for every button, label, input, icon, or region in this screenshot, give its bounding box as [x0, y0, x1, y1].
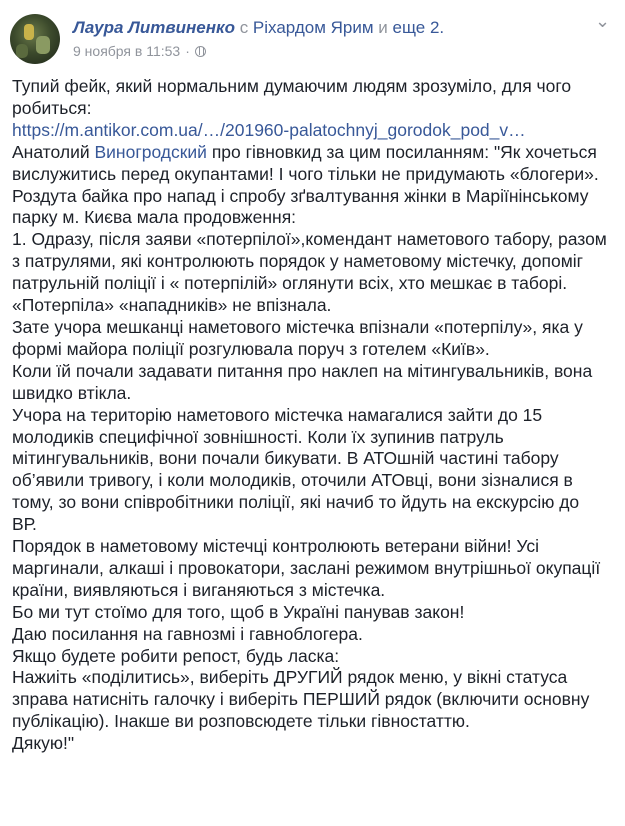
- text-line: зправа натисніть галочку і виберіть ПЕРШИЙ рядок (включити основну: [12, 689, 590, 710]
- text-line: «Потерпіла» «нападників» не впізнала.: [12, 295, 332, 316]
- post-meta: [73, 43, 595, 59]
- text-line: формі майора поліції розгулювала поруч з готелем «Київ».: [12, 338, 490, 359]
- text-line: Роздута байка про напад і спробу зґвалтування жінки в Маріїнінському: [12, 185, 589, 206]
- text-line: 1. Одразу, після заяви «потерпілої»,комендант наметового табору, разом: [12, 229, 607, 250]
- avatar-figure: [24, 24, 34, 40]
- others-link[interactable]: еще 2.: [392, 18, 445, 37]
- with-text: с: [234, 18, 253, 37]
- post-authors: [73, 18, 595, 38]
- text-line: Нажиіть «поділитись», виберіть ДРУГИЙ рядок меню, у вікні статуса: [12, 667, 568, 688]
- text-line: публікацію). Інакше ви розповсюдете тільки гівностаттю.: [12, 711, 470, 732]
- text-line: Коли їй почали задавати питання про наклеп на мітингувальників, вона: [12, 360, 593, 381]
- text-line: країни, виявляються і виганяються з містечка.: [12, 579, 386, 600]
- avatar[interactable]: [10, 14, 60, 64]
- text-line: Дякую!": [12, 733, 75, 754]
- text-line: тому, зо вони співробітники поліції, які начиб то йдуть на екскурсію до: [12, 492, 580, 513]
- text-line: ВР.: [12, 514, 37, 535]
- text-line: [12, 142, 613, 164]
- text-line: парку м. Києва мала продовження:: [12, 207, 297, 228]
- text-line: маргинали, алкаші і провокатори, заслані режимом внутрішньої окупації: [12, 557, 601, 578]
- text-line: патрульній поліції і « потерпілій» оглянути всіх, хто мешкає в таборі.: [12, 273, 568, 294]
- text-span: про гівновкид за цим посиланням: "Як хочеться: [206, 141, 597, 162]
- text-line: Даю посилання на гавнозмі і гавноблогера.: [12, 623, 363, 644]
- text-line: з патрулями, які контролюють порядок у наметовому містечку, допоміг: [12, 251, 584, 272]
- post-header: [73, 18, 595, 59]
- text-span: Анатолий: [12, 141, 95, 162]
- text-line: Тупий фейк, який нормальним думаючим людям зрозуміло, для чого: [12, 76, 572, 96]
- text-line: Зате учора мешканці наметового містечка впізнали «потерпілу», яка у: [12, 316, 583, 337]
- avatar-figure: [36, 36, 50, 54]
- text-line: Бо ми тут стоїмо для того, щоб в Україні панував закон!: [12, 601, 465, 622]
- author-name-link[interactable]: Лаура Литвиненко: [73, 18, 235, 37]
- tagged-user-link[interactable]: Ріхардом Ярим: [252, 18, 374, 37]
- text-line: молодиків специфічної зовнішності. Коли їх зупинив патруль: [12, 426, 504, 447]
- text-line: Якщо будете робити репост, будь ласка:: [12, 645, 340, 666]
- and-text: и: [373, 18, 393, 37]
- post-timestamp[interactable]: 9 ноября в 11:53: [73, 43, 181, 59]
- middle-dot: ·: [185, 43, 190, 59]
- text-line: мітингувальників, вони почали бикувати. В АТОшній частині табору: [12, 448, 559, 469]
- text-line: швидко втікла.: [12, 382, 132, 403]
- text-line: об’явили тривогу, і коли молодиків, оточили АТОвці, вони зізналися в: [12, 470, 573, 491]
- text-line: вислужитись перед окупантами! І чого тільки не придумають «блогери».: [12, 163, 599, 184]
- chevron-down-icon[interactable]: ⌄: [595, 11, 611, 31]
- text-line: робиться:: [12, 97, 92, 118]
- text-line: Учора на територію наметового містечка намагалися зайти до 15: [12, 404, 543, 425]
- globe-icon[interactable]: [195, 46, 206, 57]
- post-text: [12, 76, 613, 755]
- article-link[interactable]: https://m.antikor.com.ua/…/201960-palatochnyj_gorodok_pod_v…: [12, 119, 526, 140]
- mentioned-user-link[interactable]: Виногродский: [94, 141, 207, 162]
- text-line: Порядок в наметовому містечці контролюють ветерани війни! Усі: [12, 536, 539, 557]
- post-body-lines: [12, 164, 613, 755]
- avatar-figure: [16, 44, 28, 58]
